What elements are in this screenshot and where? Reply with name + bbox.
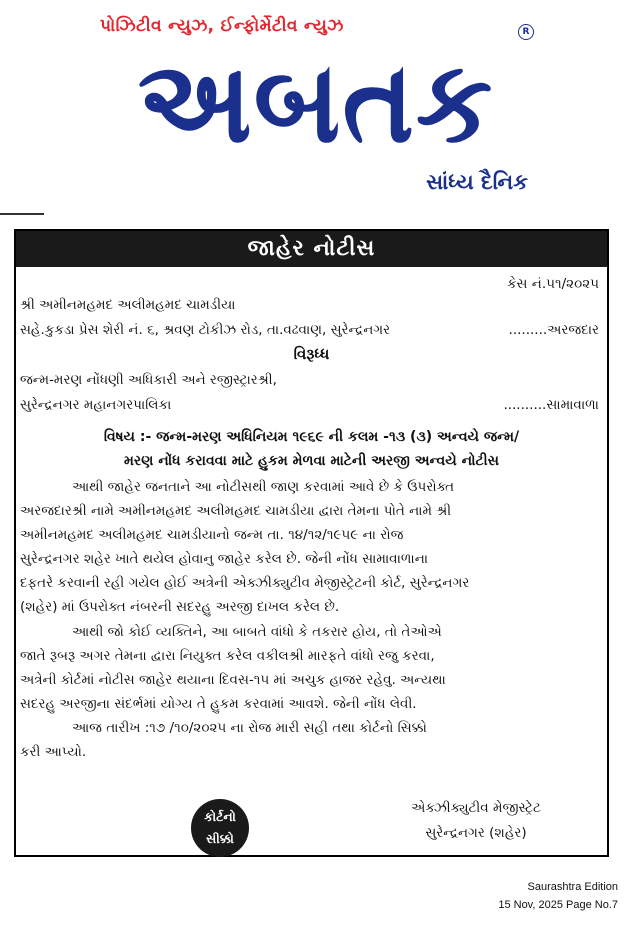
body-line: સુરેન્દ્રનગર શહેર ખાતે થયેલ હોવાનુ જાહેર કરેલ છે. જેની નોંધ સામાવાળાના [20, 551, 429, 567]
body-line: સદરહુ અરજીના સંદર્ભમાં યોગ્ય તે હુકમ કરવામાં આવશે. જેની નોંધ લેવી. [20, 696, 417, 712]
body-line: આથી જાહેર જનતાને આ નોટીસથી જાણ કરવામાં આવે છે કે ઉપરોક્ત [72, 479, 455, 495]
seal-line-2: સીક્કો [206, 831, 234, 846]
body-line: જાતે રૂબરૂ અગર તેમના દ્વારા નિયુક્ત કરેલ વકીલશ્રી મારફતે વાંધો રજુ કરવા, [20, 648, 435, 664]
signatory-title: એક્ઝીક્યુટીવ મેજીસ્ટ્રેટ [411, 800, 541, 816]
body-line: કરી આપ્યો. [20, 744, 87, 760]
respondent-line-2: સુરેન્દ્રનગર મહાનગરપાલિકા [20, 397, 172, 413]
respondent-role: ..........સામાવાળા [503, 397, 599, 413]
applicant-address: સહે.કુકડા પ્રેસ શેરી નં. ૬, શ્રવણ ટોકીઝ રોડ, તા.વઢવાણ, સુરેન્દ્રનગર [20, 322, 391, 338]
applicant-name: શ્રી અમીનમહમદ અલીમહમદ ચામડીયા [20, 297, 236, 313]
body-line: અત્રેની કોર્ટમાં નોટીસ જાહેર થયાના દિવસ-૧૫ માં અચુક હાજર રહેવુ. અન્યથા [20, 672, 446, 688]
respondent-line-1: જન્મ-મરણ નોંધણી અધિકારી અને રજીસ્ટ્રારશ્રી, [20, 372, 277, 388]
newspaper-logo: અબતક [137, 36, 495, 169]
applicant-role: .........અરજદાર [508, 322, 599, 338]
date-page-label: 15 Nov, 2025 Page No.7 [498, 899, 618, 911]
signatory-location: સુરેન્દ્રનગર (શહેર) [425, 825, 527, 841]
subject-line-2: મરણ નોંધ કરાવવા માટે હુકમ મેળવા માટેની અરજી અન્વયે નોટીસ [124, 453, 499, 469]
body-line: (શહેર) માં ઉપરોક્ત નંબરની સદરહુ અરજી દાખલ કરેલ છે. [20, 599, 340, 615]
body-line: આજ તારીખ :૧૭ /૧૦/૨૦૨૫ ના રોજ મારી સહી તથા કોર્ટનો સિક્કો [72, 720, 427, 736]
subject-line-1: વિષય :- જન્મ-મરણ અધિનિયમ ૧૯૬૯ ની કલમ -૧૩ (૩) અન્વયે જન્મ/ [103, 429, 520, 445]
body-line: અમીનમહમદ અલીમહમદ ચામડીયાનો જન્મ તા. ૧૪/૧૨/૧૯૫૯ ના રોજ [20, 527, 404, 543]
body-line: અરજદારશ્રી નામે અમીનમહમદ અલીમહમદ ચામડીયા દ્વારા તેમના પોતે નામે શ્રી [20, 503, 452, 519]
registered-trademark-icon: R [518, 24, 534, 40]
notice-header: જાહેર નોટીસ [16, 231, 607, 267]
seal-line-1: કોર્ટનો [204, 809, 236, 824]
body-line: દફતરે કરવાની રહી ગયેલ હોઈ અત્રેની એક્ઝીક્યુટીવ મેજીસ્ટ્રેટની કોર્ટ, સુરેન્દ્રનગર [20, 575, 470, 591]
case-number: કેસ નં.૫૧/૨૦૨૫ [507, 276, 599, 292]
versus-label: વિરૂધ્ધ [293, 345, 330, 363]
public-notice [14, 229, 609, 857]
masthead-tagline: પોઝિટીવ ન્યુઝ, ઈન્ફોર્મેટીવ ન્યુઝ [100, 16, 344, 36]
edition-label: Saurashtra Edition [527, 881, 618, 893]
masthead-subtitle: સાંધ્ય દૈનિક [426, 170, 528, 194]
masthead [0, 0, 628, 215]
body-line: આથી જો કોઈ વ્યક્તિને, આ બાબતે વાંધો કે તકરાર હોય, તો તેઓએ [72, 624, 442, 640]
court-seal [191, 799, 249, 857]
divider [0, 213, 44, 215]
